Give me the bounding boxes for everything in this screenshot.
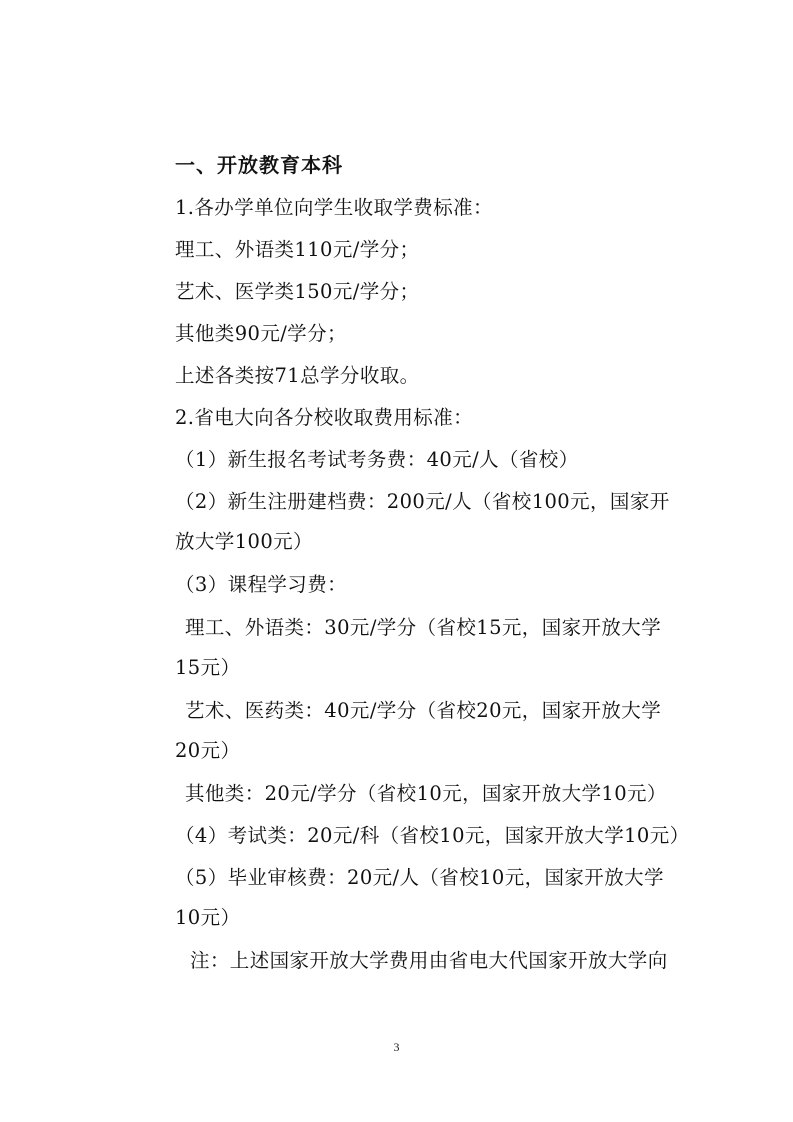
section-title: 一、开放教育本科 — [175, 153, 343, 177]
footnote: 注：上述国家开放大学费用由省电大代国家开放大学向 — [190, 949, 668, 972]
page-number: 3 — [393, 1040, 400, 1054]
item2-heading: 2.省电大向各分校收取费用标准： — [175, 406, 474, 429]
fee-science-language: 理工、外语类110元/学分； — [175, 238, 420, 261]
item2-sub2-line2: 放大学100元） — [175, 530, 313, 553]
item2-sub3-art-line1: 艺术、医药类：40元/学分（省校20元，国家开放大学 — [185, 699, 662, 722]
item2-sub3: （3）课程学习费： — [175, 573, 348, 596]
item2-sub3-art-line2: 20元） — [175, 739, 241, 762]
item2-sub3-other: 其他类：20元/学分（省校10元，国家开放大学10元） — [185, 782, 667, 805]
fee-art-medicine: 艺术、医学类150元/学分； — [175, 280, 420, 303]
item2-sub3-science-line1: 理工、外语类：30元/学分（省校15元，国家开放大学 — [185, 616, 662, 639]
item2-sub1: （1）新生报名考试考务费：40元/人（省校） — [175, 448, 579, 471]
item2-sub5-line2: 10元） — [175, 906, 241, 929]
item2-sub5-line1: （5）毕业审核费：20元/人（省校10元，国家开放大学 — [175, 866, 664, 889]
fee-other: 其他类90元/学分； — [175, 322, 347, 345]
item1-note: 上述各类按71总学分收取。 — [175, 364, 420, 387]
item2-sub3-science-line2: 15元） — [175, 656, 241, 679]
item1-heading: 1.各办学单位向学生收取学费标准： — [175, 196, 493, 219]
item2-sub2-line1: （2）新生注册建档费：200元/人（省校100元，国家开 — [175, 490, 670, 513]
item2-sub4: （4）考试类：20元/科（省校10元，国家开放大学10元） — [175, 824, 690, 847]
